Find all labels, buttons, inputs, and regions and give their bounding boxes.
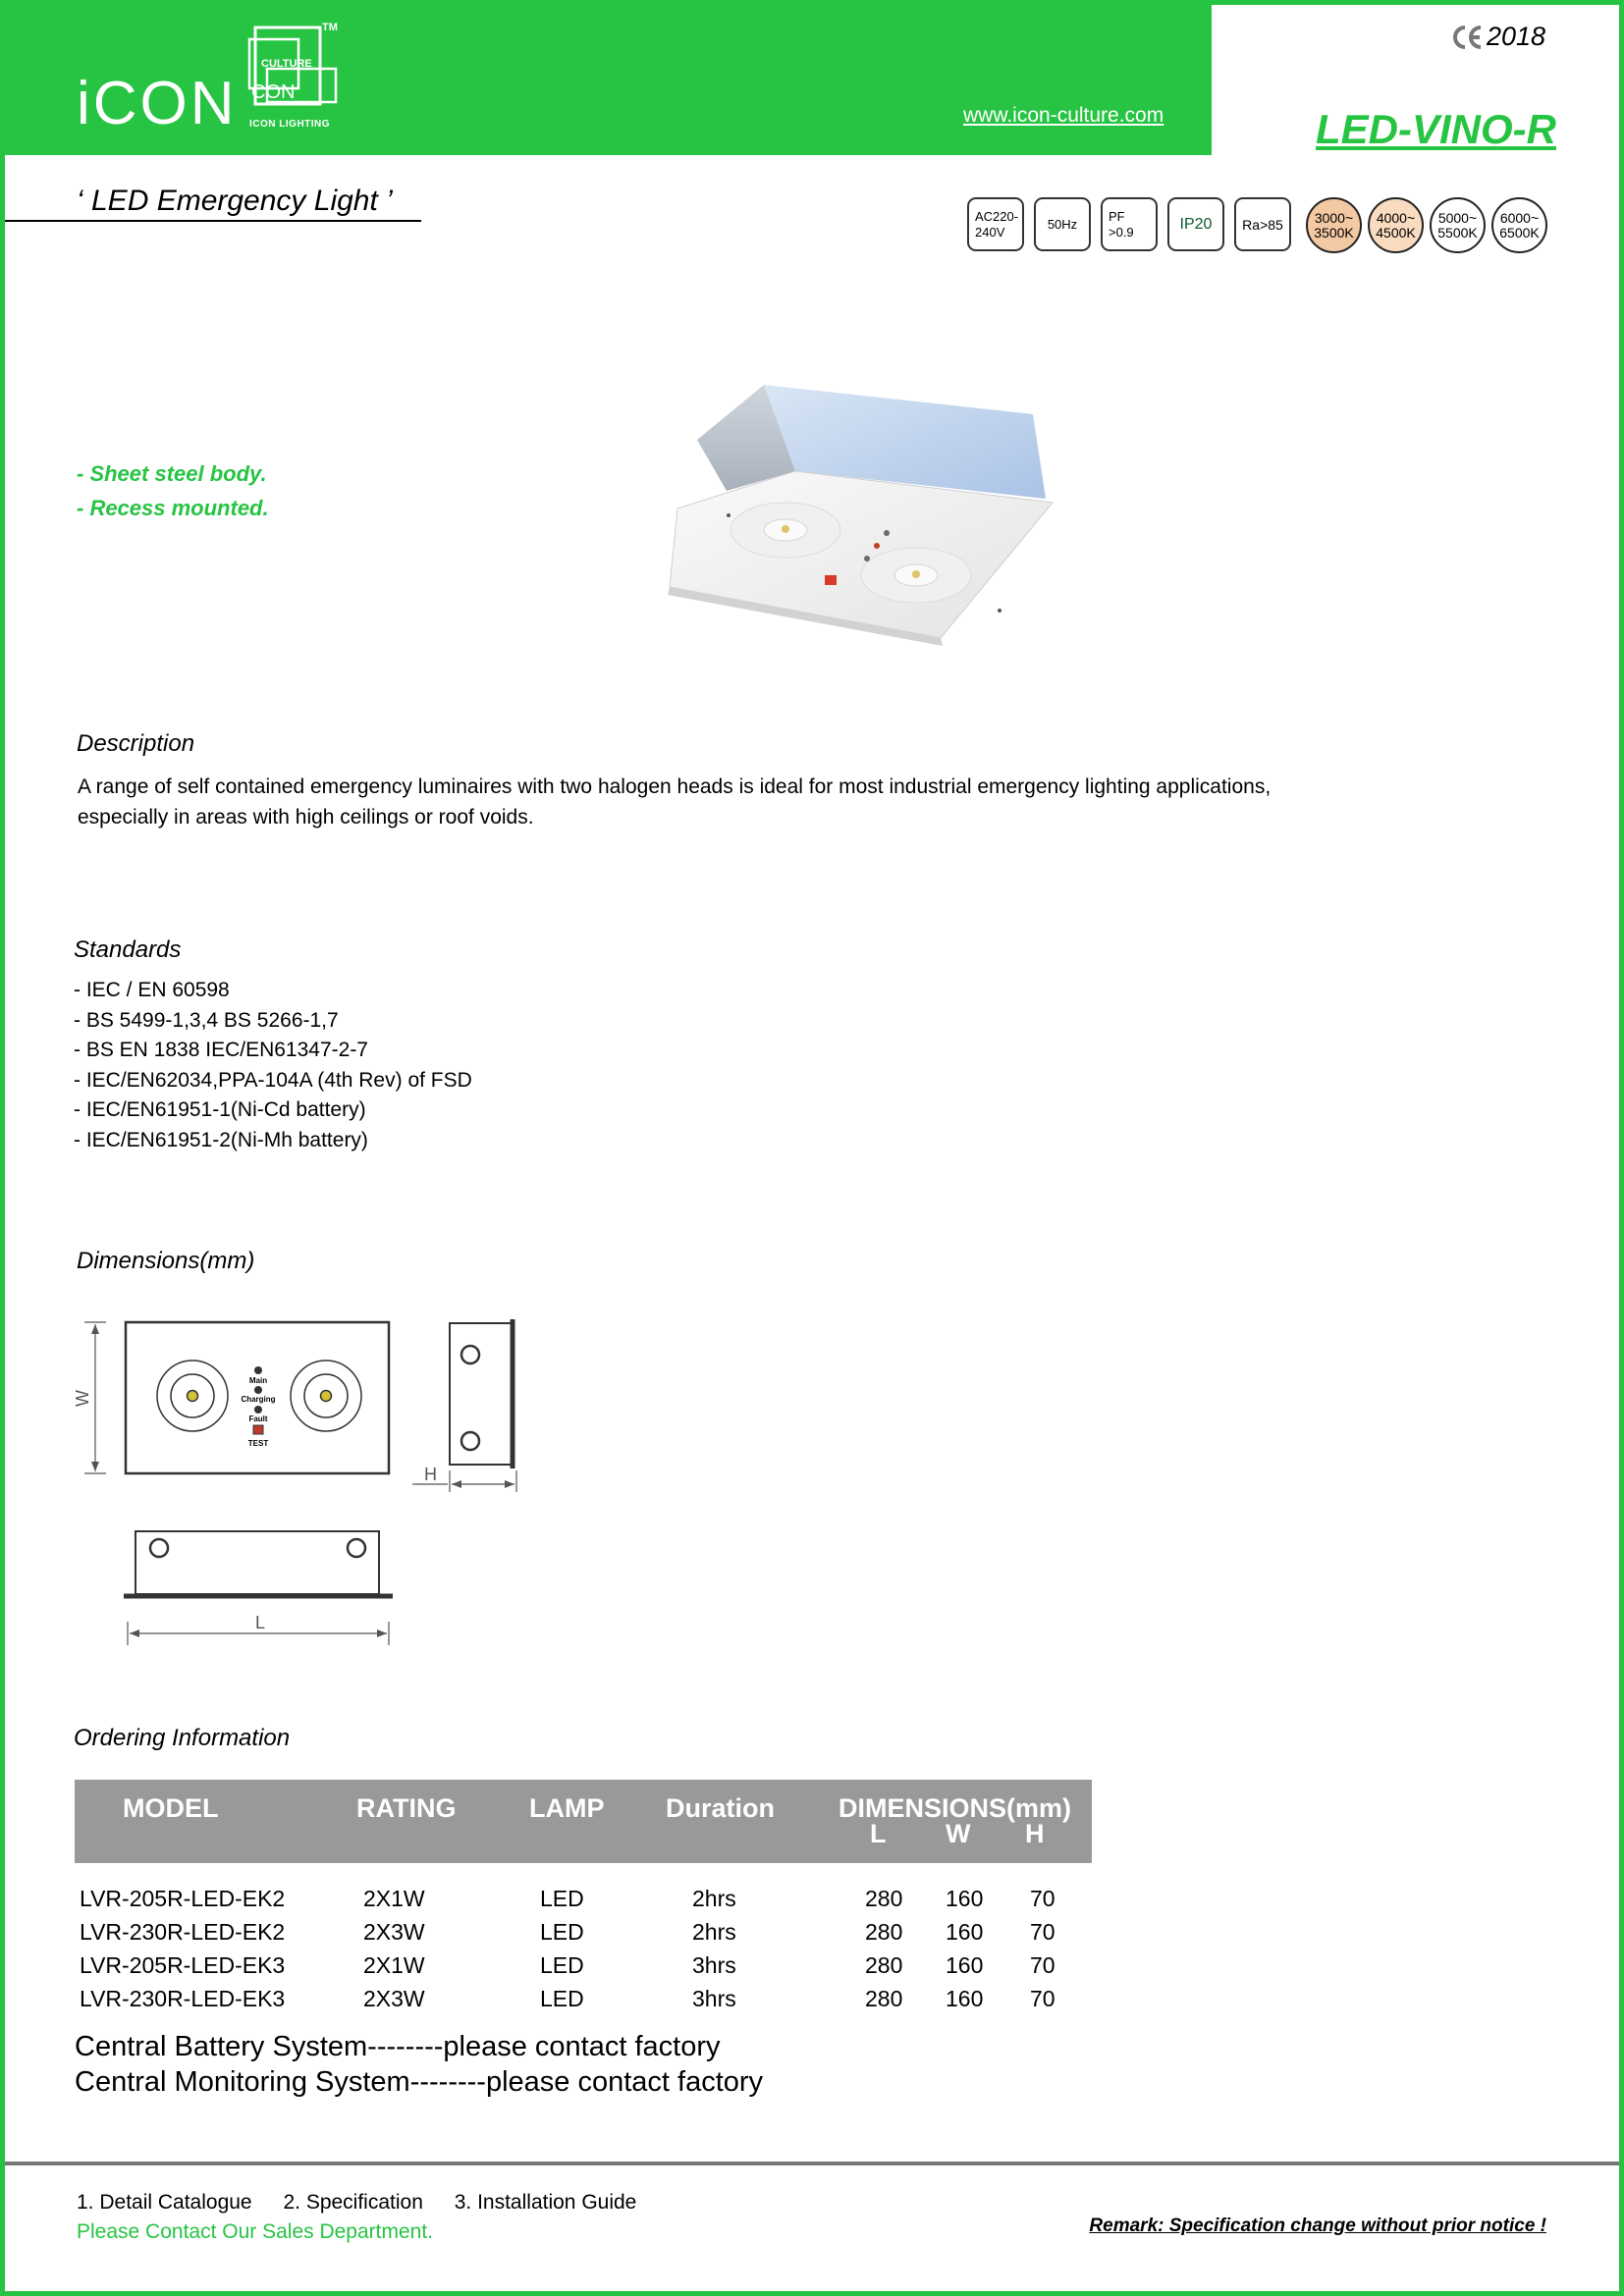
badge-pf-line1: PF <box>1109 208 1125 224</box>
cct-5000-5500-badge <box>1430 197 1486 253</box>
title-underline <box>5 220 421 222</box>
cell-rating: 2X1W <box>363 1952 425 1978</box>
icon-culture-logo <box>247 22 342 110</box>
link-detail-catalogue[interactable]: 1. Detail Catalogue <box>77 2191 252 2214</box>
table-row <box>75 1886 1092 1919</box>
cct-1-line1: 3000~ <box>1314 209 1354 226</box>
product-photo <box>648 381 1060 646</box>
cell-lamp: LED <box>540 1952 584 1978</box>
website-link[interactable]: www.icon-culture.com <box>963 104 1164 127</box>
cell-model: LVR-230R-LED-EK2 <box>80 1919 286 1945</box>
cct-2-line2: 4500K <box>1376 224 1416 240</box>
cct-4-line1: 6000~ <box>1499 209 1540 226</box>
badge-cri-text: Ra>85 <box>1242 216 1283 233</box>
table-header <box>75 1780 1092 1863</box>
cct-6000-6500-badge <box>1491 197 1547 253</box>
central-monitoring-note: Central Monitoring System--------please contact factory <box>75 2066 764 2098</box>
height-label: H <box>424 1465 437 1484</box>
standards-list <box>74 976 472 1156</box>
cct-3-line1: 5000~ <box>1437 209 1478 226</box>
cell-lamp: LED <box>540 1919 584 1945</box>
col-width: W <box>946 1819 971 1848</box>
standard-item: - IEC/EN61951-2(Ni-Mh battery) <box>74 1128 368 1151</box>
cell-height: 70 <box>1030 1952 1056 1978</box>
col-length: L <box>870 1819 887 1848</box>
description-heading: Description <box>77 730 195 757</box>
sales-contact-note: Please Contact Our Sales Department. <box>77 2220 434 2243</box>
description-line: especially in areas with high ceilings or roof voids. <box>78 806 534 828</box>
col-duration: Duration <box>666 1793 775 1823</box>
logo-caption: ICON LIGHTING <box>249 119 331 130</box>
feature-item: - Recess mounted. <box>77 496 269 520</box>
col-lamp: LAMP <box>529 1793 605 1823</box>
indicator-fault-label: Fault <box>248 1415 268 1423</box>
central-battery-note: Central Battery System--------please contact factory <box>75 2031 721 2062</box>
cell-width: 160 <box>946 1952 984 1978</box>
ordering-heading: Ordering Information <box>74 1725 291 1751</box>
cell-height: 70 <box>1030 1886 1056 1911</box>
table-row <box>75 1919 1092 1952</box>
badge-frequency-text: 50Hz <box>1047 216 1078 232</box>
logo-word-con: CON <box>251 81 296 103</box>
badge-ip-text: IP20 <box>1179 215 1213 233</box>
badge-power-factor <box>1101 197 1158 251</box>
cell-duration: 3hrs <box>692 1986 736 2011</box>
footer-divider <box>5 2162 1619 2165</box>
ce-mark-icon <box>1451 24 1483 51</box>
model-code: LED-VINO-R <box>1316 106 1556 152</box>
link-installation-guide[interactable]: 3. Installation Guide <box>454 2191 637 2214</box>
feature-item: - Sheet steel body. <box>77 461 267 486</box>
table-row <box>75 1952 1092 1986</box>
col-height: H <box>1025 1819 1045 1848</box>
cell-width: 160 <box>946 1986 984 2011</box>
description-text <box>78 772 1271 832</box>
cell-height: 70 <box>1030 1986 1056 2011</box>
cct-4-line2: 6500K <box>1499 224 1540 240</box>
badge-frequency <box>1034 197 1091 251</box>
cell-duration: 2hrs <box>692 1919 736 1945</box>
cell-height: 70 <box>1030 1919 1056 1945</box>
cell-length: 280 <box>865 1952 903 1978</box>
cell-duration: 2hrs <box>692 1886 736 1911</box>
cell-duration: 3hrs <box>692 1952 736 1978</box>
cct-4000-4500-badge <box>1368 197 1424 253</box>
brand-wordmark: iCON <box>77 70 238 137</box>
cct-1-line2: 3500K <box>1314 224 1354 240</box>
feature-list <box>77 456 269 525</box>
standards-heading: Standards <box>74 936 182 963</box>
product-title: ‘ LED Emergency Light ’ <box>77 185 393 217</box>
col-rating: RATING <box>356 1793 457 1823</box>
certification-year: 2018 <box>1487 22 1546 51</box>
cell-width: 160 <box>946 1919 984 1945</box>
trademark-mark: TM <box>322 22 338 33</box>
cell-model: LVR-205R-LED-EK2 <box>80 1886 286 1911</box>
footer-links <box>77 2191 662 2215</box>
test-button-label: TEST <box>247 1439 269 1448</box>
cell-length: 280 <box>865 1919 903 1945</box>
cell-lamp: LED <box>540 1986 584 2011</box>
badge-cri <box>1234 197 1291 251</box>
logo-word-culture: CULTURE <box>261 58 312 70</box>
cell-lamp: LED <box>540 1886 584 1911</box>
cell-length: 280 <box>865 1886 903 1911</box>
cell-rating: 2X1W <box>363 1886 425 1911</box>
indicator-charging-label: Charging <box>241 1395 276 1404</box>
cct-2-line1: 4000~ <box>1376 209 1416 226</box>
col-dimensions: DIMENSIONS(mm) <box>839 1793 1072 1823</box>
header-banner <box>0 0 1212 155</box>
dimension-drawing <box>67 1306 538 1659</box>
spec-change-remark: Remark: Specification change without prior notice ! <box>1089 2216 1546 2236</box>
badge-voltage <box>967 197 1024 251</box>
cell-model: LVR-230R-LED-EK3 <box>80 1986 286 2011</box>
cell-length: 280 <box>865 1986 903 2011</box>
length-label: L <box>255 1613 266 1632</box>
table-row <box>75 1986 1092 2019</box>
badge-voltage-line1: AC220- <box>975 208 1019 224</box>
badge-ip-rating <box>1167 197 1224 251</box>
cct-3000-3500-badge <box>1306 197 1362 253</box>
standard-item: - BS EN 1838 IEC/EN61347-2-7 <box>74 1039 368 1062</box>
standard-item: - IEC / EN 60598 <box>74 979 230 1001</box>
cell-rating: 2X3W <box>363 1919 425 1945</box>
standard-item: - IEC/EN61951-1(Ni-Cd battery) <box>74 1098 366 1122</box>
width-label: W <box>73 1390 92 1407</box>
cell-rating: 2X3W <box>363 1986 425 2011</box>
badge-voltage-line2: 240V <box>975 224 1005 240</box>
cell-model: LVR-205R-LED-EK3 <box>80 1952 286 1978</box>
col-model: MODEL <box>123 1793 219 1823</box>
link-specification[interactable]: 2. Specification <box>283 2191 423 2214</box>
badge-pf-line2: >0.9 <box>1109 224 1134 240</box>
indicator-main-label: Main <box>248 1376 268 1385</box>
description-line: A range of self contained emergency luminaires with two halogen heads is ideal for most industrial emergency lighting applications, <box>78 775 1272 798</box>
cell-width: 160 <box>946 1886 984 1911</box>
ordering-table <box>75 1780 1092 2019</box>
standard-item: - BS 5499-1,3,4 BS 5266-1,7 <box>74 1008 339 1032</box>
dimensions-heading: Dimensions(mm) <box>77 1248 255 1274</box>
cct-3-line2: 5500K <box>1437 224 1478 240</box>
standard-item: - IEC/EN62034,PPA-104A (4th Rev) of FSD <box>74 1068 472 1092</box>
